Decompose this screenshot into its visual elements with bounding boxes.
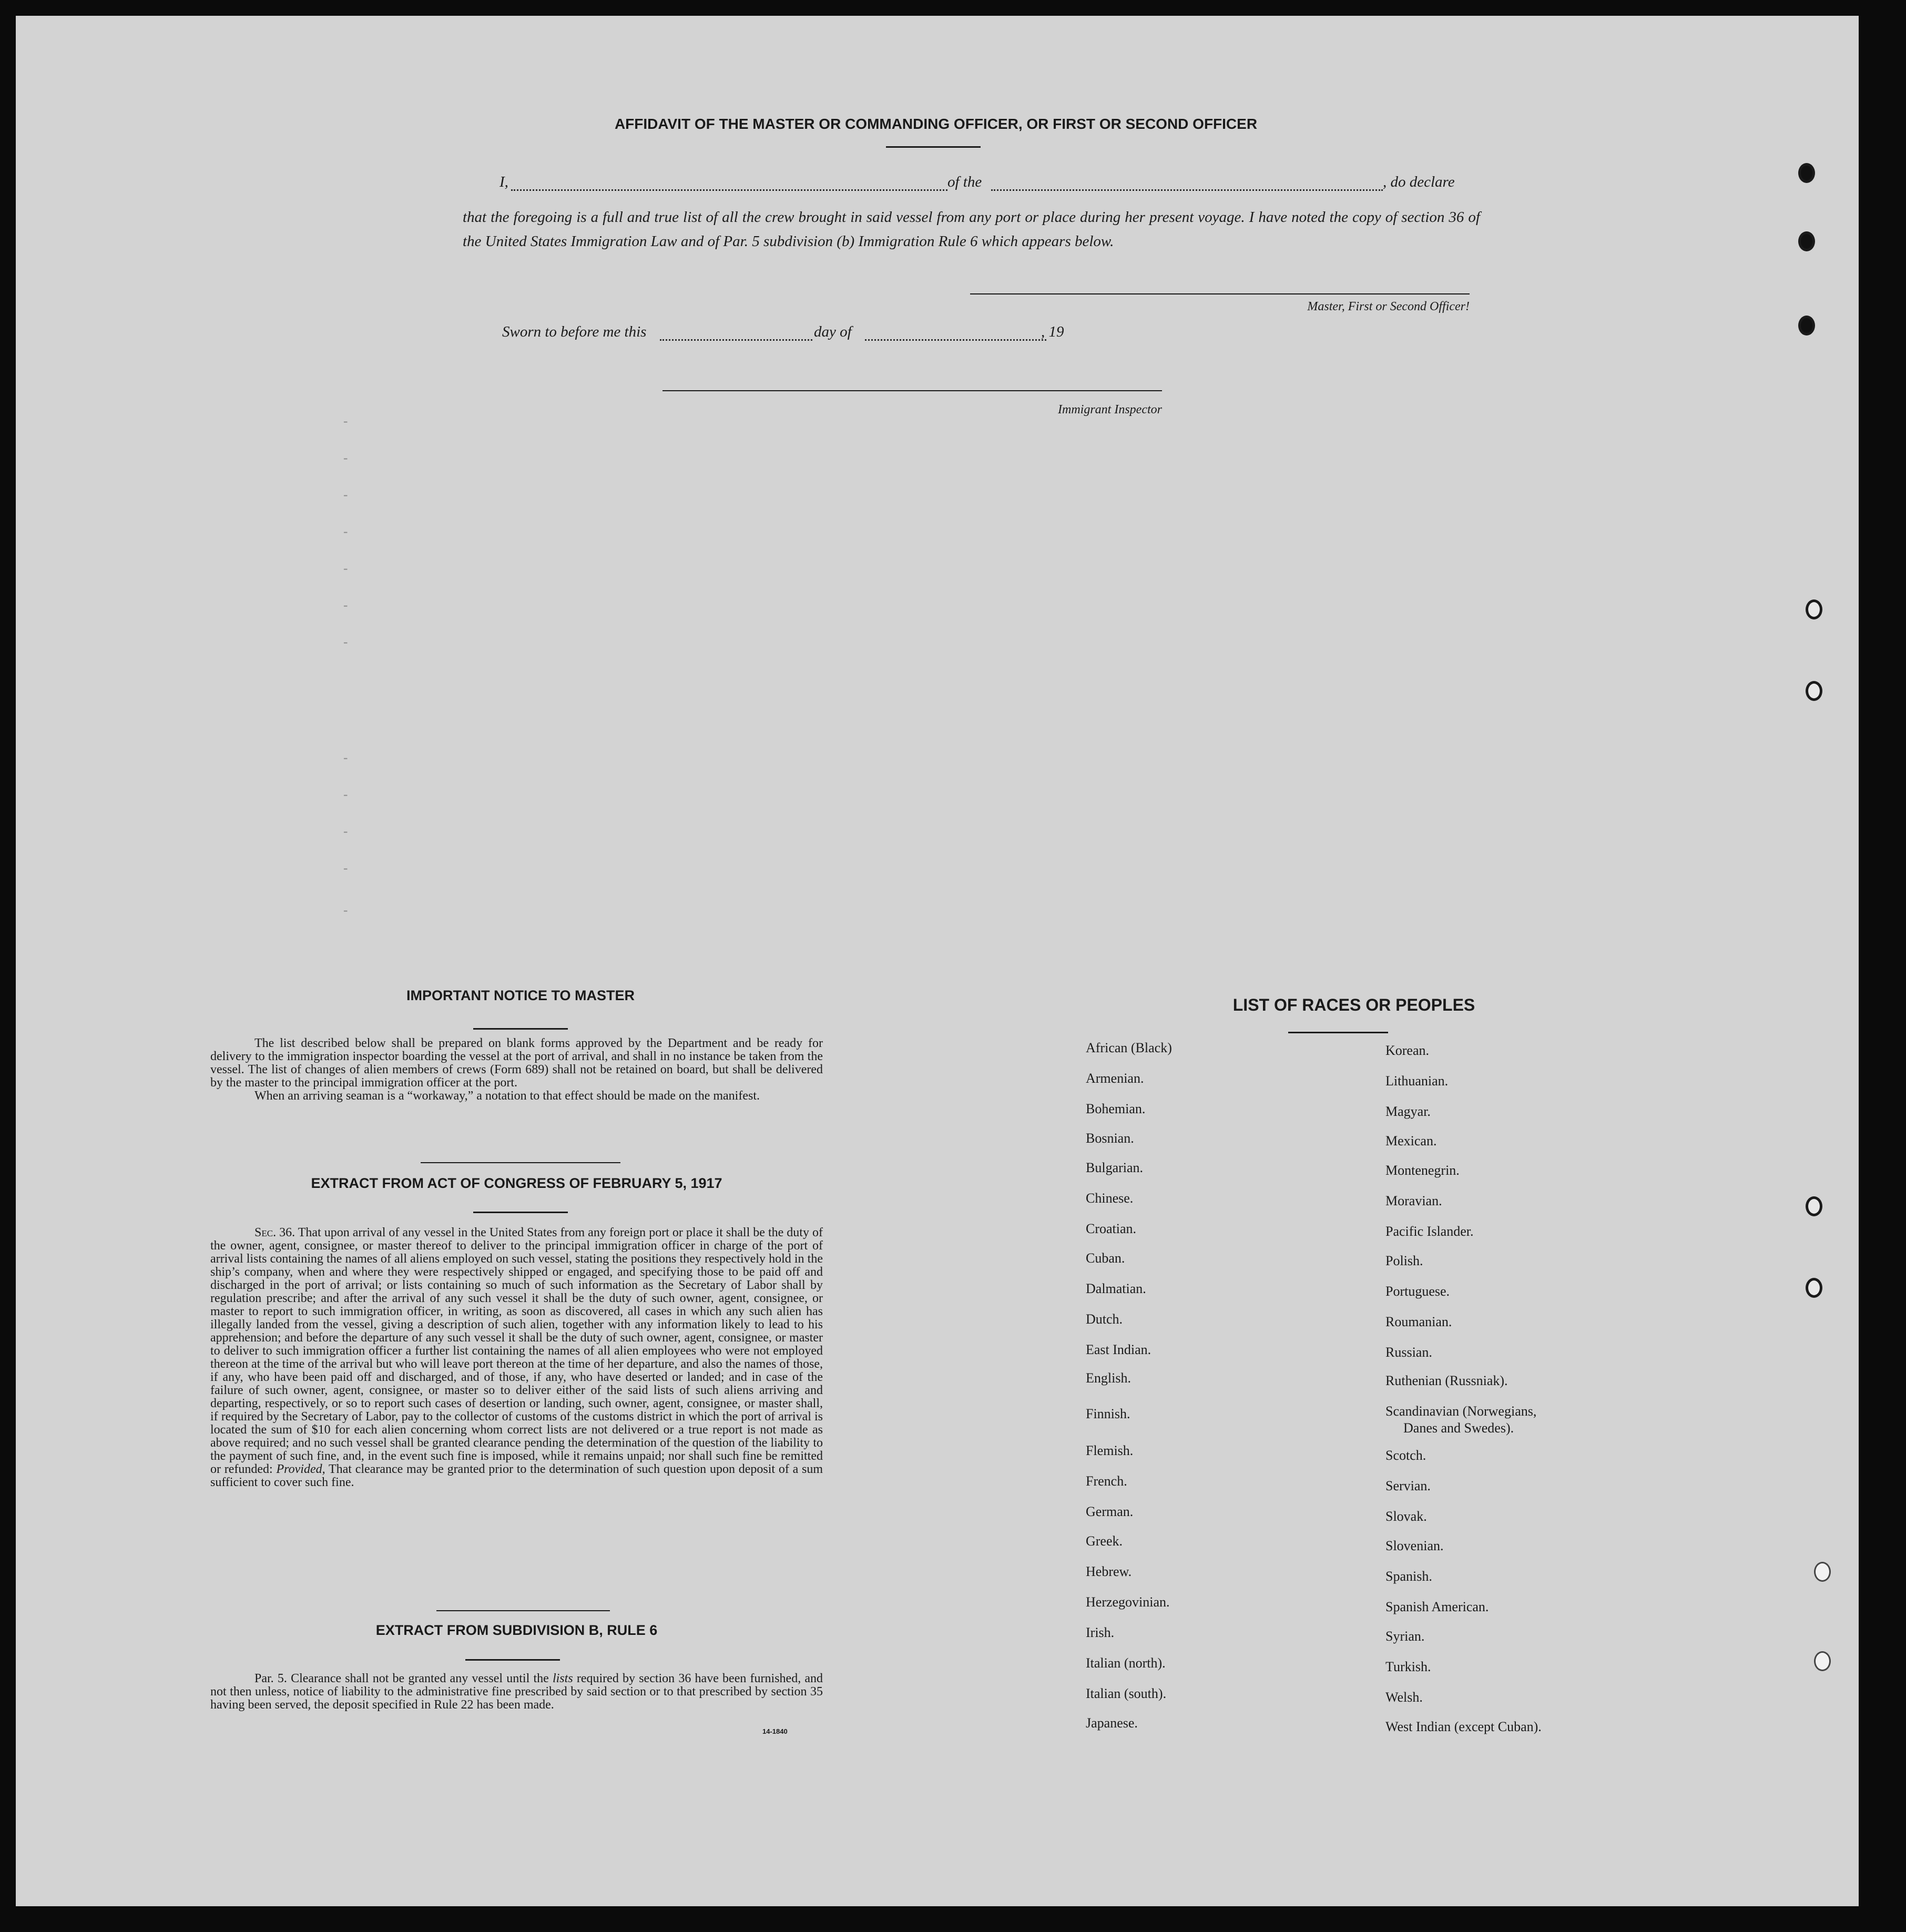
rule-text-after: required by section 36 have been furnished, and not then unless, notice of liability to the administrative fine prescribed by said section or to that prescribed by section 35 having been served, the deposit specified in Rule 22 has been made. (210, 1672, 823, 1712)
divider (465, 1659, 560, 1661)
section-text: That upon arrival of any vessel in the United States from any foreign port or place it shall be the duty of the owner, agent, consignee, or master thereof to deliver to the principal immigration officer in charge of the port of arrival lists containing the names of all aliens employed on such vessel, stating the positions they respectively hold in the ship’s company, when and where they were respectively shipped or engaged, and specifying those to be paid off and discharged in the port of arrival; or lists containing so much of such information as the Secretary of Labor shall by regulation prescribe; and after the arrival of any such vessel it shall be the duty of such owner, agent, consignee, or master to report to such immigration officer, in writing, as soon as discovered, all cases in which any such alien has illegally landed from the vessel, giving a description of such alien, together with any information likely to lead to his apprehension; and before the departure of any such vessel it shall be the duty of such owner, agent, consignee, or master to deliver to such immigration officer a further list containing the names of all alien employees who were not employed thereon at the time of the arrival but who will leave port thereon at the time of her departure, and also the names of those, if any, who have been paid off and discharged, and of those, if any, who have deserted or landed; and in case of the failure of such owner, agent, consignee, or master so to deliver either of the said lists of such aliens arriving and departing, respectively, or so to report such cases of desertion or landing, such owner, agent, consignee, or master shall, if required by the Secretary of Labor, pay to the collector of customs of the customs district in which the port of arrival is located the sum of $10 for each alien concerning whom correct lists are not delivered or a true report is not made as above required; and no such vessel shall be granted clearance pending the determination of the question of the liability to the payment of such fine, and, in the event such fine is imposed, while it remains unpaid; nor shall such fine be remitted or refunded: (210, 1226, 823, 1476)
race-entry: Danes and Swedes). (1403, 1420, 1514, 1436)
extract-act-title: EXTRACT FROM ACT OF CONGRESS OF FEBRUARY 5, 1917 (311, 1175, 722, 1191)
race-entry: West Indian (except Cuban). (1385, 1719, 1542, 1734)
do-declare-label: , do declare (1383, 174, 1455, 190)
race-entry: Irish. (1086, 1625, 1115, 1640)
par-label: Par. 5. (254, 1672, 287, 1685)
race-entry: Scandinavian (Norwegians, (1385, 1404, 1537, 1419)
race-entry: Slovak. (1385, 1509, 1427, 1524)
bleed-through-marks: - (342, 826, 350, 840)
bleed-through-marks: - (342, 563, 350, 577)
race-entry: Dutch. (1086, 1311, 1123, 1327)
race-entry: Magyar. (1385, 1104, 1431, 1119)
bleed-through-marks: - (342, 789, 350, 803)
race-entry: Bosnian. (1086, 1131, 1134, 1146)
race-entry: Servian. (1385, 1478, 1431, 1493)
bleed-through-marks: - (342, 862, 350, 877)
lists-word: lists (552, 1672, 573, 1685)
divider (436, 1610, 610, 1611)
bleed-through-marks: - (342, 752, 350, 766)
race-entry: Spanish. (1385, 1569, 1432, 1584)
punch-hole (1814, 1651, 1831, 1671)
race-entry: Hebrew. (1086, 1564, 1132, 1579)
bleed-through-marks: - (342, 904, 350, 919)
race-entry: Pacific Islander. (1385, 1224, 1474, 1239)
section-label: Sec. 36. (254, 1226, 295, 1239)
race-entry: Bohemian. (1086, 1101, 1146, 1116)
affiant-name-field[interactable] (511, 189, 947, 191)
i-label: I, (500, 174, 508, 190)
punch-hole (1806, 599, 1822, 619)
race-entry: Portuguese. (1385, 1284, 1450, 1299)
race-entry: East Indian. (1086, 1342, 1151, 1357)
divider (473, 1028, 568, 1030)
inspector-signature-line[interactable] (662, 390, 1162, 391)
punch-hole (1806, 681, 1822, 701)
race-entry: Scotch. (1385, 1448, 1426, 1463)
race-entry: Bulgarian. (1086, 1160, 1144, 1175)
extract-rule-body (210, 1672, 823, 1712)
race-entry: Montenegrin. (1385, 1163, 1460, 1178)
vessel-name-field[interactable] (991, 189, 1383, 191)
bleed-through-marks: - (342, 415, 350, 430)
day-of-label: day of (814, 323, 852, 340)
divider (473, 1212, 568, 1213)
race-entry: Ruthenian (Russniak). (1385, 1373, 1508, 1388)
race-entry: Greek. (1086, 1533, 1123, 1549)
races-title: LIST OF RACES OR PEOPLES (1232, 995, 1475, 1014)
extract-act-body (210, 1226, 823, 1489)
race-entry: English. (1086, 1370, 1131, 1386)
of-the-label: of the (947, 174, 982, 190)
affidavit-title: AFFIDAVIT OF THE MASTER OR COMMANDING OFFICER, OR FIRST OR SECOND OFFICER (614, 116, 1258, 132)
inspector-caption: Immigrant Inspector (1058, 403, 1162, 416)
divider (886, 146, 981, 148)
bleed-through-marks: - (342, 636, 350, 650)
race-entry: Cuban. (1086, 1250, 1125, 1266)
race-entry: Moravian. (1385, 1193, 1442, 1208)
races-right-column (1385, 1043, 1711, 1747)
race-entry: Herzegovinian. (1086, 1594, 1170, 1610)
race-entry: Italian (south). (1086, 1686, 1167, 1701)
sworn-month-field[interactable] (865, 339, 1046, 341)
race-entry: Lithuanian. (1385, 1073, 1449, 1089)
race-entry: Mexican. (1385, 1133, 1437, 1148)
notice-paragraph: When an arriving seaman is a “workaway,” a notation to that effect should be made on the manifest. (254, 1089, 760, 1103)
race-entry: Finnish. (1086, 1406, 1130, 1421)
sworn-day-field[interactable] (660, 339, 812, 341)
race-entry: Italian (north). (1086, 1655, 1166, 1671)
affiant-line (500, 174, 1483, 195)
bleed-through-marks: - (342, 599, 350, 614)
race-entry: Polish. (1385, 1253, 1423, 1268)
bleed-through-marks: - (342, 526, 350, 540)
sworn-prefix: Sworn to before me this (502, 323, 647, 340)
extract-rule-title: EXTRACT FROM SUBDIVISION B, RULE 6 (375, 1622, 658, 1638)
extract-act-paragraph (210, 1226, 823, 1489)
notice-body (210, 1037, 823, 1103)
punch-hole (1798, 231, 1815, 251)
punch-hole (1806, 1196, 1822, 1216)
race-entry: Syrian. (1385, 1629, 1425, 1644)
year-prefix: , 19 (1041, 323, 1064, 340)
race-entry: Croatian. (1086, 1221, 1137, 1236)
notice-title: IMPORTANT NOTICE TO MASTER (406, 988, 635, 1003)
race-entry: Armenian. (1086, 1071, 1144, 1086)
notice-paragraph: The list described below shall be prepared on blank forms approved by the Department and be ready for delivery to the immigration inspector boarding the vessel at the port of arrival, and shall in no instance be taken from the vessel. The list of changes of alien members of crews (Form 689) shall not be retained on board, but shall be delivered by the master to the principal immigration officer at the port. (210, 1036, 823, 1090)
bleed-through-marks: - (342, 452, 350, 466)
punch-hole (1806, 1278, 1822, 1298)
race-entry: Slovenian. (1385, 1538, 1444, 1553)
divider (421, 1162, 620, 1163)
race-entry: African (Black) (1086, 1040, 1172, 1055)
race-entry: Welsh. (1385, 1690, 1423, 1705)
proviso-label: Provided, (276, 1462, 325, 1476)
race-entry: Japanese. (1086, 1715, 1138, 1731)
punch-hole (1798, 163, 1815, 183)
race-entry: French. (1086, 1473, 1127, 1489)
race-entry: German. (1086, 1504, 1134, 1519)
rule-text-before: Clearance shall not be granted any vessel until the (291, 1672, 549, 1685)
proviso-text: That clearance may be granted prior to the determination of such question upon deposit of a sum sufficient to cover such fine. (210, 1462, 823, 1489)
extract-rule-paragraph (210, 1672, 823, 1712)
race-entry: Roumanian. (1385, 1314, 1452, 1329)
race-entry: Flemish. (1086, 1443, 1134, 1458)
race-entry: Russian. (1385, 1345, 1432, 1360)
race-entry: Spanish American. (1385, 1599, 1489, 1614)
punch-hole (1814, 1562, 1831, 1582)
race-entry: Chinese. (1086, 1191, 1134, 1206)
bleed-through-marks: - (342, 489, 350, 503)
sworn-line (502, 323, 1123, 344)
race-entry: Dalmatian. (1086, 1281, 1146, 1296)
affidavit-declaration: that the foregoing is a full and true list of all the crew brought in said vessel from any port or place during her present voyage. I have noted the copy of section 36 of the United States Immigration Law and of Par. 5 subdivision (b) Immigration Rule 6 which appears below. (463, 209, 1480, 250)
form-number: 14-1840 (762, 1727, 788, 1735)
race-entry: Turkish. (1385, 1659, 1431, 1674)
form-page (16, 16, 1859, 1906)
signature-caption: Master, First or Second Officer! (1307, 300, 1470, 313)
races-left-column (1086, 1040, 1349, 1745)
signature-line[interactable] (970, 293, 1470, 294)
race-entry: Korean. (1385, 1043, 1430, 1058)
divider (1288, 1032, 1388, 1033)
punch-hole (1798, 316, 1815, 335)
